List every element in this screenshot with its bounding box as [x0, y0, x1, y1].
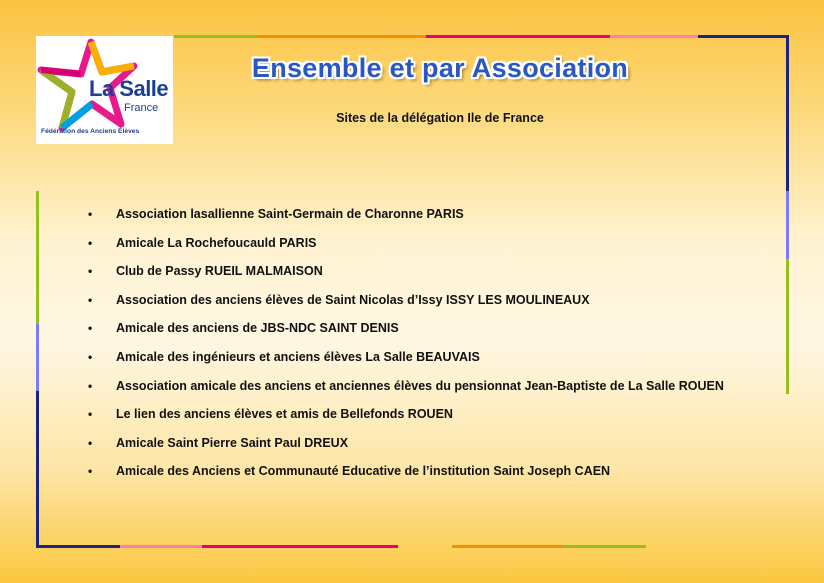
association-name: Club de Passy RUEIL MALMAISON — [116, 264, 323, 279]
bullet-icon: • — [88, 207, 93, 221]
list-item — [86, 434, 724, 463]
frame-bottom-segment — [202, 545, 398, 548]
frame-bottom-segment — [120, 545, 202, 548]
frame-right-segment — [786, 259, 789, 394]
la-salle-logo — [36, 36, 173, 144]
association-name: Association des anciens élèves de Saint Nicolas d’Issy ISSY LES MOULINEAUX — [116, 292, 590, 307]
association-name: Association lasallienne Saint-Germain de Charonne PARIS — [116, 207, 464, 221]
association-name: Amicale La Rochefoucauld PARIS — [116, 235, 317, 250]
frame-bottom-segment — [564, 545, 646, 548]
frame-top-segment — [426, 35, 610, 38]
association-name: Amicale Saint Pierre Saint Paul DREUX — [116, 435, 349, 450]
logo-name: La Salle — [89, 76, 169, 101]
frame-top-segment — [258, 35, 426, 38]
bullet-icon: • — [88, 321, 93, 336]
frame-bottom-segment — [452, 545, 564, 548]
association-list — [86, 205, 724, 491]
bullet-icon: • — [88, 292, 93, 307]
association-name: Amicale des Anciens et Communauté Educative de l’institution Saint Joseph CAEN — [116, 464, 611, 479]
page-title: Ensemble et par Association — [251, 53, 629, 83]
frame-top-segment — [610, 35, 698, 38]
bullet-icon: • — [88, 349, 93, 364]
frame-left-segment — [36, 191, 39, 324]
list-item — [86, 348, 724, 377]
list-item — [86, 291, 724, 320]
bullet-icon: • — [88, 235, 93, 250]
logo-country: France — [124, 102, 159, 114]
list-item — [86, 205, 724, 234]
list-item — [86, 234, 724, 263]
association-name: Amicale des ingénieurs et anciens élèves La Salle BEAUVAIS — [116, 349, 480, 364]
bullet-icon: • — [88, 464, 93, 479]
list-item — [86, 462, 724, 491]
association-name: Association amicale des anciens et anciennes élèves du pensionnat Jean-Baptiste de La Salle ROUEN — [116, 378, 724, 393]
association-name: Le lien des anciens élèves et amis de Bellefonds ROUEN — [116, 407, 453, 422]
list-item — [86, 377, 724, 406]
frame-top-segment — [698, 35, 789, 38]
frame-left-segment — [36, 324, 39, 391]
page-subtitle: Sites de la délégation Ile de France — [336, 111, 544, 125]
list-item — [86, 405, 724, 434]
bullet-icon: • — [88, 378, 93, 393]
bullet-icon: • — [88, 264, 93, 279]
bullet-icon: • — [88, 407, 93, 422]
list-item — [86, 262, 724, 291]
frame-right-segment — [786, 191, 789, 259]
list-item — [86, 319, 724, 348]
frame-bottom-segment — [36, 545, 120, 548]
logo-tagline: Fédération des Anciens Élèves — [41, 128, 140, 135]
association-name: Amicale des anciens de JBS-NDC SAINT DENIS — [116, 321, 399, 336]
frame-right-segment — [786, 35, 789, 191]
frame-top-segment — [174, 35, 258, 38]
bullet-icon: • — [88, 435, 93, 450]
frame-left-segment — [36, 391, 39, 548]
